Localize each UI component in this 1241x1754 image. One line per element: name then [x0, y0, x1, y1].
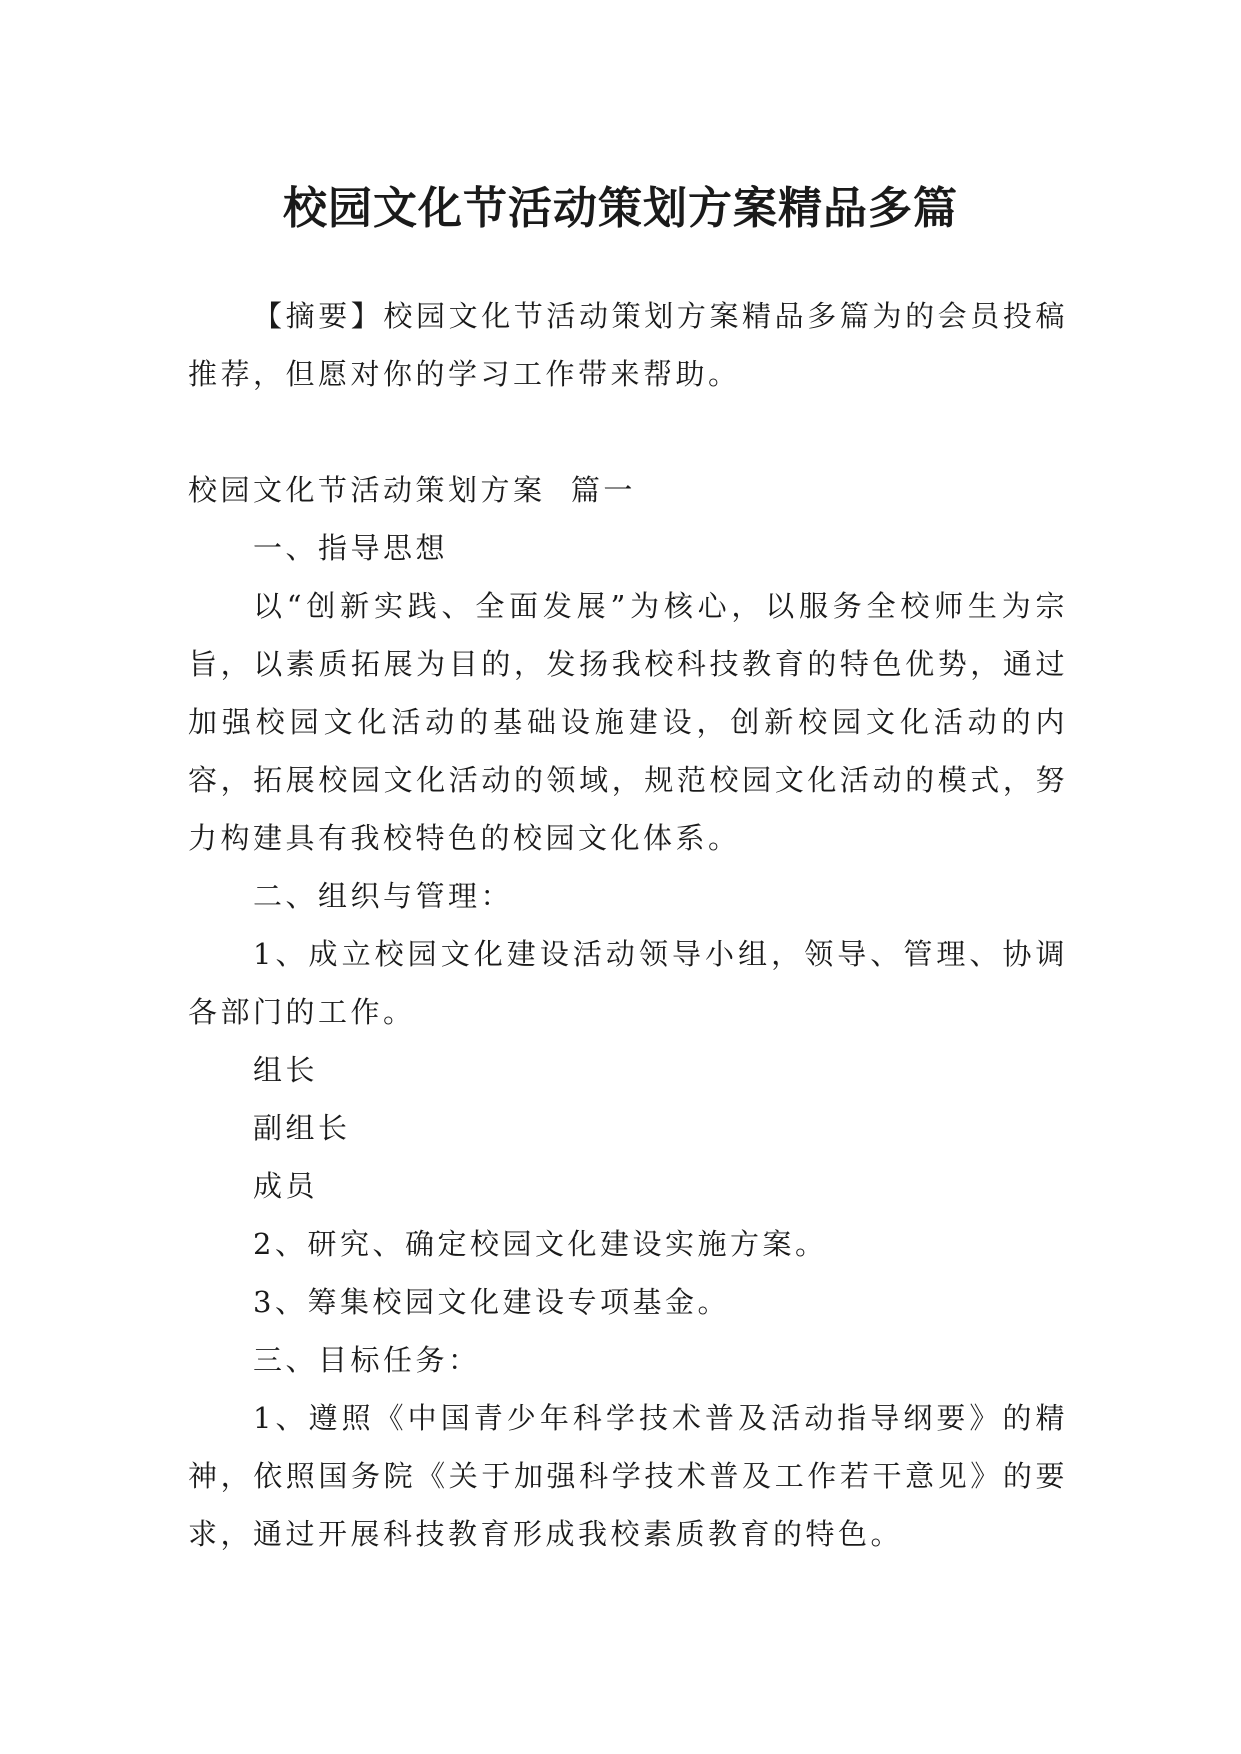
heading-goals: 三、目标任务：: [253, 1343, 481, 1377]
section-heading: 校园文化节活动策划方案 篇一: [188, 473, 636, 507]
abstract-block: [188, 287, 1068, 403]
heading-guiding-ideology: 一、指导思想: [253, 531, 449, 565]
label-group-leader: 组长: [253, 1053, 319, 1087]
heading-organization: 二、组织与管理：: [253, 879, 514, 913]
paragraph-guiding-ideology: 以“创新实践、全面发展”为核心，以服务全校师生为宗旨，以素质拓展为目的，发扬我校科技教育的特色优势，通过加强校园文化活动的基础设施建设，创新校园文化活动的内容，拓展校园文化活动的领域，规范校园文化活动的模式，努力构建具有我校特色的校园文化体系。: [188, 589, 1068, 855]
paragraph-research-plan: 2、研究、确定校园文化建设实施方案。: [253, 1227, 828, 1261]
label-members: 成员: [253, 1169, 319, 1203]
paragraph-leadership-group: 1、成立校园文化建设活动领导小组，领导、管理、协调各部门的工作。: [188, 937, 1068, 1029]
document-title: 校园文化节活动策划方案精品多篇: [283, 183, 958, 235]
abstract-paragraph: 【摘要】校园文化节活动策划方案精品多篇为的会员投稿推荐，但愿对你的学习工作带来帮助。: [188, 299, 1068, 391]
paragraph-goals-1: 1、遵照《中国青少年科学技术普及活动指导纲要》的精神，依照国务院《关于加强科学技术普及工作若干意见》的要求，通过开展科技教育形成我校素质教育的特色。: [188, 1401, 1068, 1551]
label-deputy-leader: 副组长: [253, 1111, 351, 1145]
paragraph-fund: 3、筹集校园文化建设专项基金。: [253, 1285, 730, 1319]
section-body: [188, 461, 1068, 1563]
